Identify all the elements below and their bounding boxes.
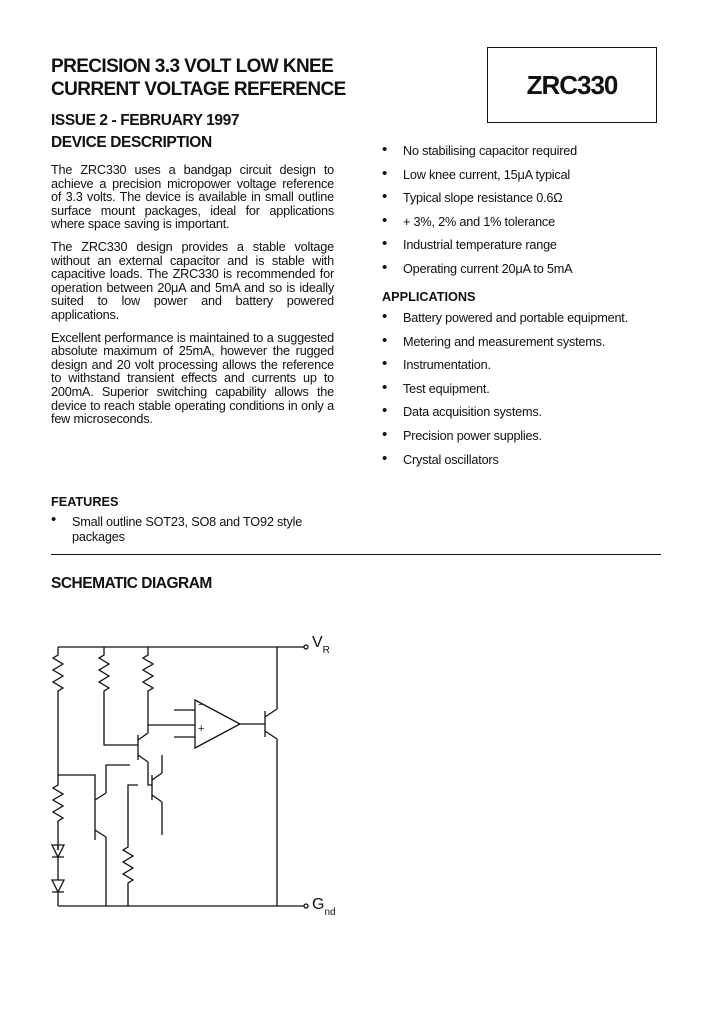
part-number-box [487, 47, 657, 123]
bullet-icon: • [382, 331, 388, 349]
bullet-icon: • [382, 258, 388, 276]
list-item: • Instrumentation. [382, 355, 491, 373]
part-number: ZRC330 [526, 69, 618, 100]
vr-terminal [304, 645, 308, 649]
resistor-r2 [99, 647, 138, 745]
list-item: • Battery powered and portable equipment. [382, 308, 628, 325]
description-paragraph: The ZRC330 design provides a stable voltage without an external capacitor and is stable with capacitive loads. The ZRC330 is recommended for operation between 20μA and 5mA and so is ideally suited to low power and battery powered applications. [51, 239, 334, 322]
transistor-q-out [265, 709, 277, 739]
wire-q2 [128, 725, 152, 840]
gnd-label: $G_{nd}$ [312, 896, 336, 918]
bullet-icon: • [382, 164, 388, 182]
list-item: • Low knee current, 15μA typical [382, 164, 571, 182]
issue-date: ISSUE 2 - FEBRUARY 1997 [51, 112, 240, 129]
resistor-r3 [143, 647, 195, 725]
resistor-r5 [123, 840, 133, 906]
applications-bullet-list [382, 308, 682, 476]
list-item: • Data acquisition systems. [382, 402, 542, 420]
opamp-inputs [174, 710, 265, 737]
transistor-q1 [95, 790, 106, 840]
title-line-1: PRECISION 3.3 VOLT LOW KNEE [51, 56, 334, 77]
transistor-q3 [152, 755, 162, 835]
title-line-2: CURRENT VOLTAGE REFERENCE [51, 79, 346, 100]
package-feature-text: Small outline SOT23, SO8 and TO92 style packages [72, 515, 303, 544]
section-divider [51, 554, 661, 555]
bullet-icon: • [382, 188, 388, 206]
diode-d2 [52, 875, 64, 906]
bullet-icon: • [51, 511, 57, 528]
list-item: • + 3%, 2% and 1% tolerance [382, 211, 555, 229]
bullet-icon: • [382, 355, 388, 373]
features-bullet-list [382, 141, 682, 286]
opamp-plus-label: + [198, 723, 205, 735]
resistor-r4 [53, 775, 63, 850]
bullet-icon: • [382, 235, 388, 253]
wire-q1-emitter [106, 765, 130, 906]
schematic-heading: SCHEMATIC DIAGRAM [51, 575, 212, 592]
bullet-icon: • [382, 308, 388, 325]
bullet-icon: • [382, 211, 388, 229]
schematic-diagram [40, 625, 360, 925]
bullet-icon: • [382, 378, 388, 396]
list-item: • Test equipment. [382, 378, 490, 396]
list-item: • Industrial temperature range [382, 235, 557, 253]
bullet-icon: • [382, 402, 388, 420]
gnd-terminal [304, 904, 308, 908]
list-item: • Crystal oscillators [382, 449, 499, 467]
features-heading: FEATURES [51, 495, 119, 509]
device-description-body [51, 164, 334, 436]
transistor-q2 [138, 733, 148, 762]
bullet-icon: • [382, 449, 388, 467]
description-paragraph: The ZRC330 uses a bandgap circuit design to achieve a precision micropower voltage reference of 3.3 volts. The device is available in small outline surface mount packages, ideal for applications where space saving is important. [51, 163, 334, 232]
document-title [51, 55, 346, 101]
wire-left-node [58, 775, 95, 790]
list-item: • No stabilising capacitor required [382, 141, 577, 158]
resistor-r1 [53, 647, 63, 775]
list-item: • Precision power supplies. [382, 425, 542, 443]
opamp-minus-label: − [198, 699, 205, 711]
list-item: • Typical slope resistance 0.6Ω [382, 188, 563, 206]
bullet-icon: • [382, 141, 388, 158]
vr-label: $V_R$ [312, 634, 330, 656]
diode-d1 [52, 845, 64, 875]
device-description-heading: DEVICE DESCRIPTION [51, 134, 212, 151]
description-paragraph: Excellent performance is maintained to a suggested absolute maximum of 25mA, however the rugged design and 20 volt processing allows the reference to withstand transient effects and currents up to 200mA. Superior switching capability allows the device to reach stable operating conditions in only a few microseconds. [51, 330, 334, 427]
list-item: • Metering and measurement systems. [382, 331, 606, 349]
applications-heading: APPLICATIONS [382, 290, 476, 304]
bullet-icon: • [382, 425, 388, 443]
list-item: • Operating current 20μA to 5mA [382, 258, 573, 276]
